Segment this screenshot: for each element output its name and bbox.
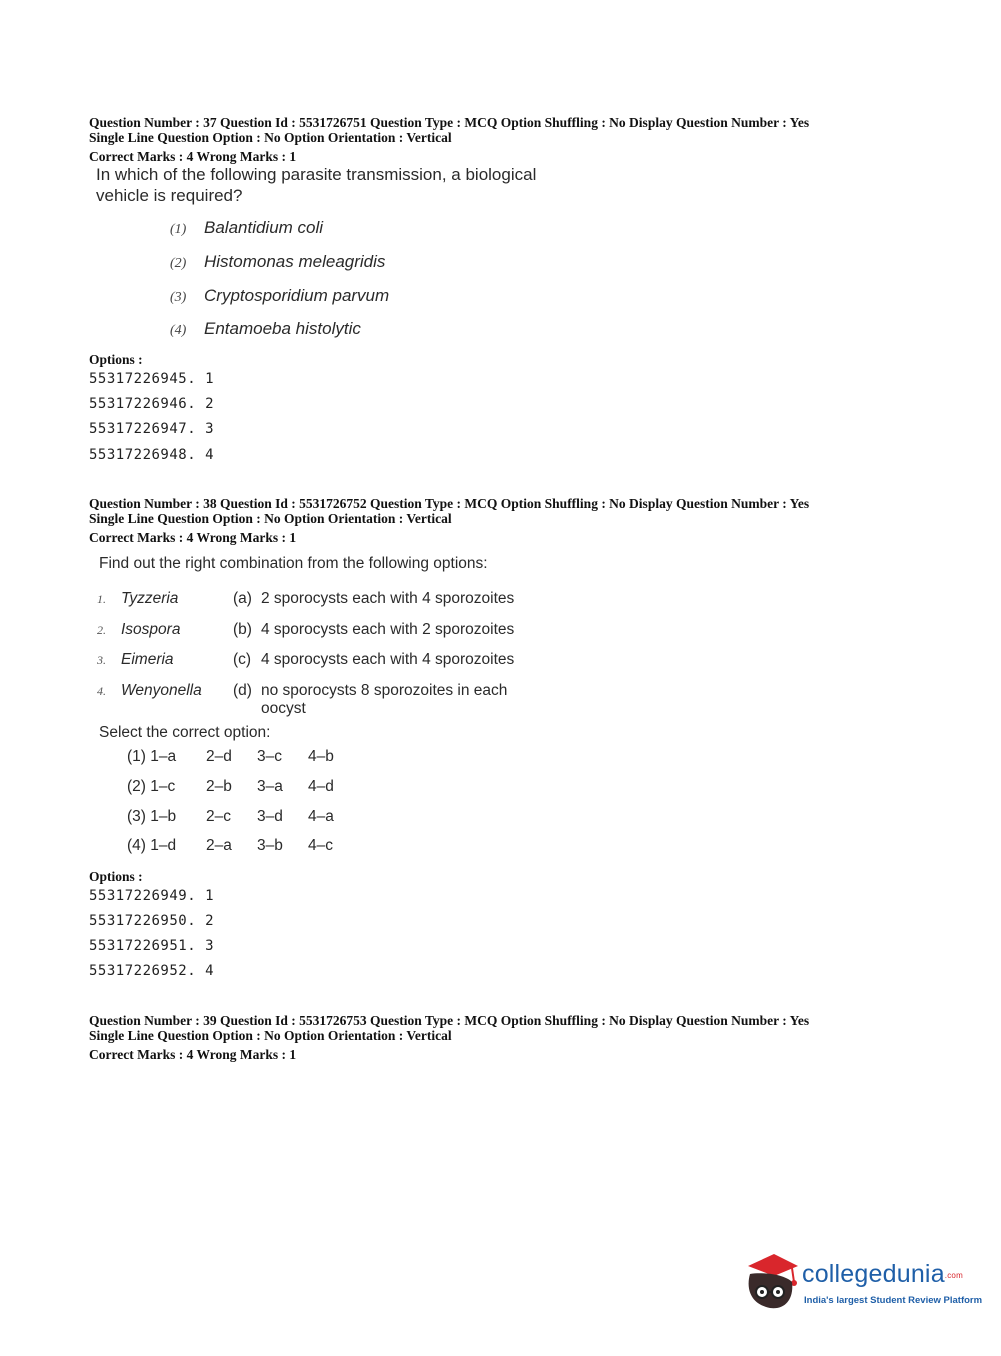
q37-question-text [96,164,536,206]
q37-choice-number: (1) [170,222,187,237]
q38-match-number: 3. [97,653,106,667]
q38-match-letter: (c) [233,651,252,668]
q38-match-number: 4. [97,684,106,698]
q37-choice-label: Balantidium coli [204,218,324,237]
q37-choice-label: Histomonas meleagridis [204,252,386,271]
q37-choice-number: (3) [170,290,187,305]
q38-match-number: 2. [97,623,106,637]
q38-option-id: 55317226949. 1 [89,888,215,904]
q38-match-desc: no sporocysts 8 sporozoites in each oocyst [261,682,508,717]
q37-question-line2: vehicle is required? [96,186,243,205]
q38-options-label: Options : [89,869,143,884]
q38-combo-cell: 4–c [308,837,333,854]
q38-match-name: Tyzzeria [121,590,179,607]
q38-combo-cell: 2–d [206,748,232,765]
q38-combo-cell: (1) 1–a [127,748,177,765]
q38-combo-cell: 3–b [257,837,283,854]
q38-combo-cell: 3–a [257,778,283,795]
q38-meta-line2: Single Line Question Option : No Option Orientation : Vertical [89,511,452,526]
q38-marks: Correct Marks : 4 Wrong Marks : 1 [89,530,297,545]
q38-combo-row [127,837,333,855]
q37-choice [170,218,323,238]
q37-option-id: 55317226947. 3 [89,421,215,437]
logo-tagline: India's largest Student Review Platform [804,1295,983,1306]
q38-combo-cell: 2–b [206,778,232,795]
mascot-icon [740,1248,802,1314]
logo-suffix: .com [944,1270,963,1280]
q38-match-letter: (a) [233,590,252,607]
q38-combo-cell: (4) 1–d [127,837,177,854]
q37-marks: Correct Marks : 4 Wrong Marks : 1 [89,149,297,164]
q39-meta-line2: Single Line Question Option : No Option Orientation : Vertical [89,1028,452,1043]
q39-meta-line1: Question Number : 39 Question Id : 5531726753 Question Type : MCQ Option Shuffling : No Display Question Number : Yes [89,1013,810,1028]
collegedunia-logo [740,1248,983,1318]
q37-meta-line2: Single Line Question Option : No Option Orientation : Vertical [89,130,452,145]
q37-choice-label: Entamoeba histolytic [204,319,361,338]
q38-match-number: 1. [97,592,106,606]
q38-match-row [97,621,551,639]
q38-match-desc: 4 sporocysts each with 2 sporozoites [261,621,515,638]
q38-combo-cell: 4–d [308,778,334,795]
q37-meta-line1: Question Number : 37 Question Id : 5531726751 Question Type : MCQ Option Shuffling : No Display Question Number : Yes [89,115,810,130]
q38-match-name: Isospora [121,621,181,638]
q38-combo-cell: 2–c [206,808,231,825]
q38-question-text: Find out the right combination from the following options: [99,555,488,572]
logo-brand-name: collegedunia [802,1260,945,1288]
q38-match-row [97,682,526,718]
q38-option-id: 55317226952. 4 [89,963,215,979]
q37-question-line1: In which of the following parasite transmission, a biological [96,165,537,184]
q38-combo-cell: 2–a [206,837,232,854]
q38-match-letter: (b) [233,621,252,638]
q38-combo-row [127,808,334,826]
q38-combo-row [127,778,334,796]
q38-combo-cell: 3–d [257,808,283,825]
q38-select-text: Select the correct option: [99,724,271,741]
q38-match-name: Wenyonella [121,682,202,699]
q37-choice [170,319,361,339]
q38-match-desc: 4 sporocysts each with 4 sporozoites [261,651,515,668]
q38-combo-row [127,748,334,766]
q37-choice [170,286,389,306]
q38-combo-cell: (3) 1–b [127,808,177,825]
q38-match-row [97,590,551,608]
q38-combo-cell: 4–a [308,808,334,825]
q38-match-row [97,651,551,669]
q38-match-name: Eimeria [121,651,174,668]
q38-combo-cell: 4–b [308,748,334,765]
q38-meta-line1: Question Number : 38 Question Id : 5531726752 Question Type : MCQ Option Shuffling : No Display Question Number : Yes [89,496,810,511]
q37-option-id: 55317226948. 4 [89,447,215,463]
q38-match-desc: 2 sporocysts each with 4 sporozoites [261,590,515,607]
q37-option-id: 55317226946. 2 [89,396,215,412]
q38-option-id: 55317226950. 2 [89,913,215,929]
q37-choice-number: (2) [170,256,187,271]
q38-combo-cell: (2) 1–c [127,778,176,795]
q37-choice-label: Cryptosporidium parvum [204,286,390,305]
q37-choice-number: (4) [170,323,187,338]
q37-choice [170,252,385,272]
q38-match-letter: (d) [233,682,252,699]
q39-marks: Correct Marks : 4 Wrong Marks : 1 [89,1047,297,1062]
q37-option-id: 55317226945. 1 [89,371,215,387]
q38-option-id: 55317226951. 3 [89,938,215,954]
q38-combo-cell: 3–c [257,748,282,765]
q37-options-label: Options : [89,352,143,367]
